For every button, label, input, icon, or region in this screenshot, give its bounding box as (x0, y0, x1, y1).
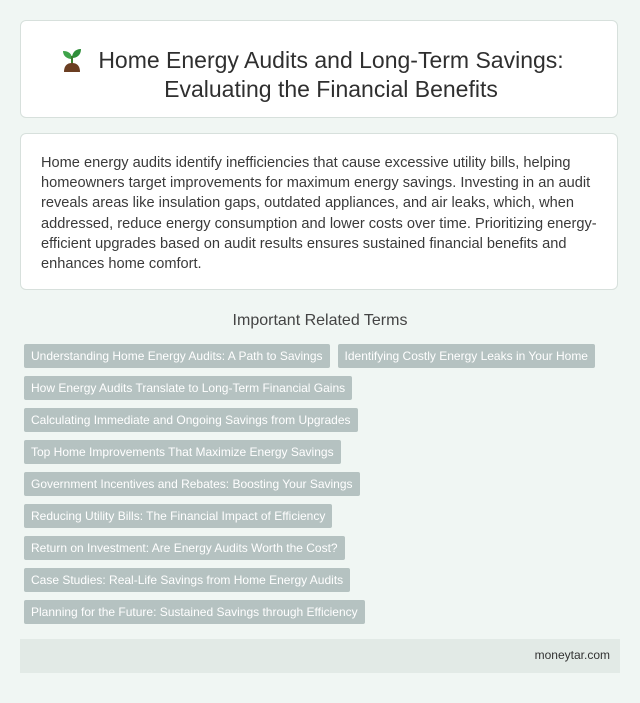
footer-site-link[interactable]: moneytar.com (534, 648, 610, 662)
term-row (24, 504, 620, 528)
term-row (24, 440, 620, 464)
term-row (24, 344, 620, 368)
intro-card (20, 133, 618, 290)
related-terms-heading: Important Related Terms (232, 312, 408, 329)
term-tag[interactable]: Understanding Home Energy Audits: A Path to Savings (24, 344, 330, 368)
related-terms-list (24, 344, 620, 632)
title-card (20, 20, 618, 118)
term-tag[interactable]: Reducing Utility Bills: The Financial Impact of Efficiency (24, 504, 332, 528)
term-tag[interactable]: How Energy Audits Translate to Long-Term Financial Gains (24, 376, 352, 400)
term-row (24, 472, 620, 496)
footer (20, 639, 620, 673)
term-tag[interactable]: Planning for the Future: Sustained Savings through Efficiency (24, 600, 365, 624)
term-tag[interactable]: Calculating Immediate and Ongoing Savings from Upgrades (24, 408, 358, 432)
term-tag[interactable]: Return on Investment: Are Energy Audits Worth the Cost? (24, 536, 345, 560)
intro-text: Home energy audits identify inefficiencies that cause excessive utility bills, helping homeowners target improvements for maximum energy savings. Investing in an audit reveals areas like insulation gaps, outdated appliances, and air leaks, which, when addressed, reduce energy consumption and lower costs over time. Prioritizing energy-efficient upgrades based on audit results ensures sustained financial benefits and enhances home comfort. (41, 155, 597, 273)
term-tag[interactable]: Top Home Improvements That Maximize Energy Savings (24, 440, 341, 464)
page-title: Home Energy Audits and Long-Term Savings: Evaluating the Financial Benefits (98, 47, 564, 102)
term-row (24, 408, 620, 432)
term-row (24, 376, 620, 400)
term-tag[interactable]: Case Studies: Real-Life Savings from Home Energy Audits (24, 568, 350, 592)
term-tag[interactable]: Government Incentives and Rebates: Boosting Your Savings (24, 472, 360, 496)
term-row (24, 536, 620, 560)
term-tag[interactable]: Identifying Costly Energy Leaks in Your Home (338, 344, 595, 368)
term-row (24, 600, 620, 624)
term-row (24, 568, 620, 592)
